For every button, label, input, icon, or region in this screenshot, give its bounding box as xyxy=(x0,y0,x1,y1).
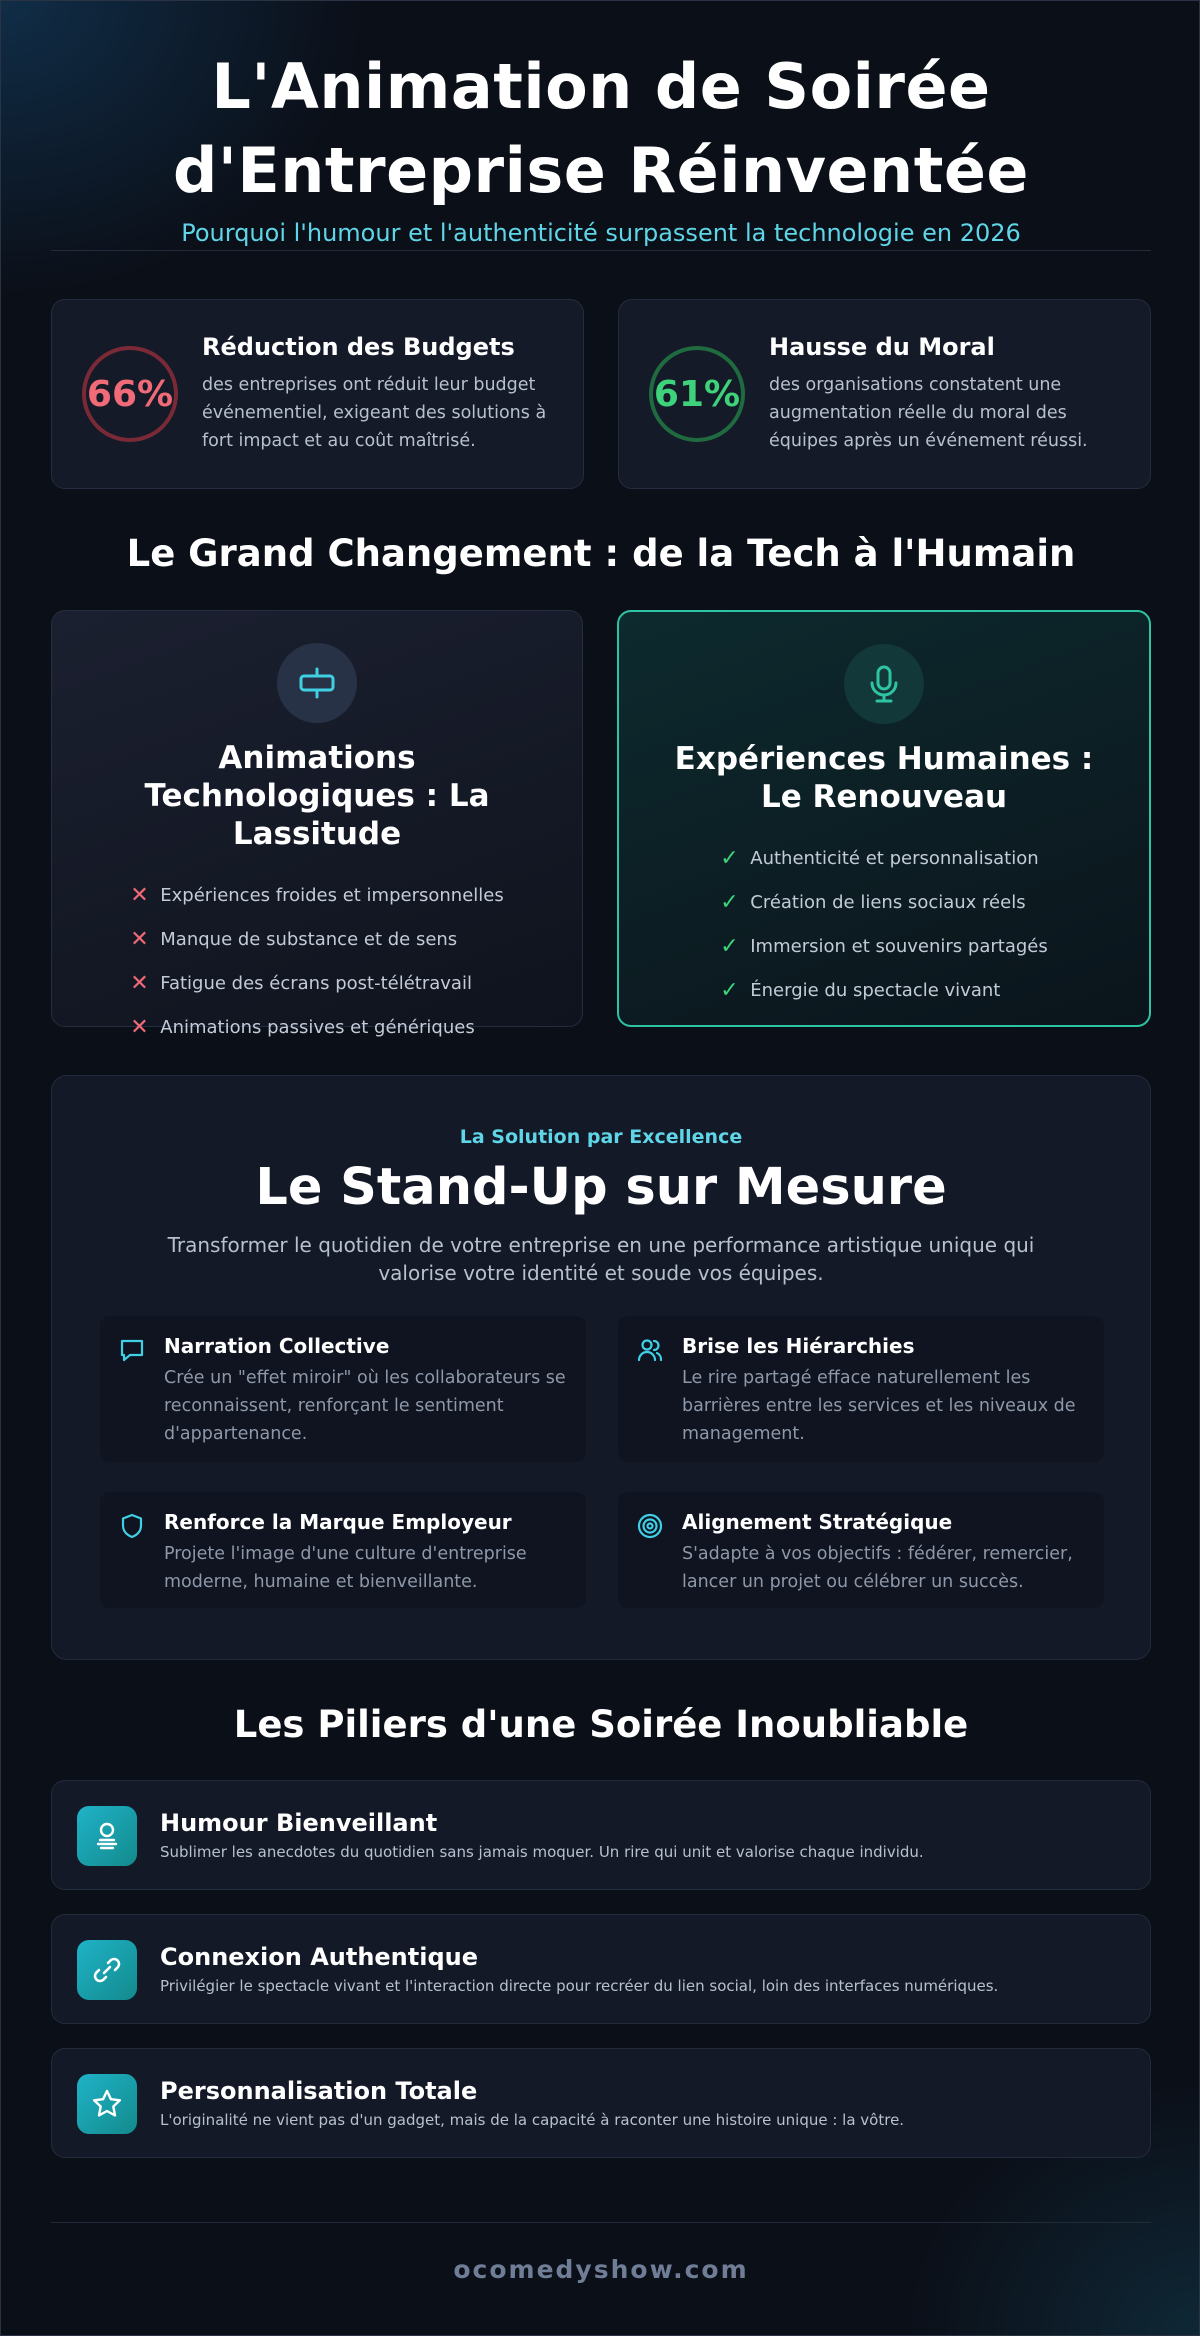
check-icon: ✓ xyxy=(720,845,739,871)
change-section-title: Le Grand Changement : de la Tech à l'Humain xyxy=(126,532,1076,575)
check-icon: ✓ xyxy=(720,977,739,1003)
list-item-label: Authenticité et personnalisation xyxy=(750,847,1039,869)
page-title xyxy=(51,45,1151,213)
human-card-title: Expériences Humaines : Le Renouveau xyxy=(674,741,1094,815)
feature-title: Alignement Stratégique xyxy=(682,1510,953,1534)
page-subtitle: Pourquoi l'humour et l'authenticité surpassent la technologie en 2026 xyxy=(181,219,1021,247)
human-card xyxy=(617,610,1151,1027)
cross-icon: ✕ xyxy=(130,882,149,908)
tech-card-list xyxy=(130,873,503,1049)
footer-divider xyxy=(51,2222,1151,2223)
footer-site-link[interactable]: ocomedyshow.com xyxy=(453,2255,749,2284)
pillar-title: Personnalisation Totale xyxy=(160,2077,478,2105)
pillar-card xyxy=(51,1780,1151,1890)
stats-row xyxy=(51,299,1151,489)
list-item xyxy=(130,1005,503,1049)
pillar-description: L'originalité ne vient pas d'un gadget, mais de la capacité à raconter une histoire unique : la vôtre. xyxy=(160,2111,905,2129)
solution-kicker: La Solution par Excellence xyxy=(459,1126,743,1148)
stat-description-budget: des entreprises ont réduit leur budget événementiel, exigeant des solutions à fort impact et au coût maîtrisé. xyxy=(202,375,547,451)
solution-title: Le Stand-Up sur Mesure xyxy=(255,1158,947,1217)
link-icon xyxy=(77,1940,137,2000)
pillar-card xyxy=(51,2048,1151,2158)
bracket-icon xyxy=(277,643,357,723)
feature-card xyxy=(100,1492,586,1608)
stat-description-morale: des organisations constatent une augmentation réelle du moral des équipes après un événement réussi. xyxy=(769,375,1088,451)
feature-card xyxy=(100,1316,586,1462)
feature-description: Crée un "effet miroir" où les collaborateurs se reconnaissent, renforçant le sentiment d'appartenance. xyxy=(164,1368,566,1444)
list-item xyxy=(130,961,503,1005)
cross-icon: ✕ xyxy=(130,926,149,952)
list-item xyxy=(720,924,1047,968)
feature-title: Narration Collective xyxy=(164,1334,390,1358)
pillars-section-title: Les Piliers d'une Soirée Inoubliable xyxy=(233,1703,969,1746)
list-item xyxy=(130,917,503,961)
stat-ring-budget: 66% xyxy=(82,346,178,442)
list-item xyxy=(720,880,1047,924)
chat-bubble-icon xyxy=(118,1336,146,1364)
target-icon xyxy=(636,1512,664,1540)
cross-icon: ✕ xyxy=(130,970,149,996)
list-item xyxy=(130,873,503,917)
stat-title-budget: Réduction des Budgets xyxy=(202,333,515,361)
list-item-label: Immersion et souvenirs partagés xyxy=(750,935,1048,957)
check-icon: ✓ xyxy=(720,889,739,915)
human-card-list xyxy=(720,836,1047,1012)
header-divider xyxy=(51,250,1151,251)
solution-description: Transformer le quotidien de votre entreprise en une performance artistique unique qui valorise votre identité et soude vos équipes. xyxy=(167,1233,1035,1285)
tech-card-title: Animations Technologiques : La Lassitude xyxy=(144,740,490,852)
list-item-label: Expériences froides et impersonnelles xyxy=(160,884,504,906)
feature-card xyxy=(618,1316,1104,1462)
stat-card-budget xyxy=(51,299,584,489)
pillar-title: Humour Bienveillant xyxy=(160,1809,438,1837)
pillar-description: Privilégier le spectacle vivant et l'interaction directe pour recréer du lien social, loin des interfaces numériques. xyxy=(160,1977,999,1995)
pillar-description: Sublimer les anecdotes du quotidien sans jamais moquer. Un rire qui unit et valorise chaque individu. xyxy=(160,1843,924,1861)
solution-panel xyxy=(51,1075,1151,1660)
list-item-label: Animations passives et génériques xyxy=(160,1016,475,1038)
feature-card xyxy=(618,1492,1104,1608)
users-icon xyxy=(636,1336,664,1364)
check-icon: ✓ xyxy=(720,933,739,959)
feature-description: S'adapte à vos objectifs : fédérer, remercier, lancer un projet ou célébrer un succès. xyxy=(682,1544,1073,1592)
header xyxy=(51,45,1151,247)
pillar-title: Connexion Authentique xyxy=(160,1943,479,1971)
person-icon xyxy=(77,1806,137,1866)
page-title-line-2: d'Entreprise Réinventée xyxy=(173,134,1029,207)
list-item-label: Manque de substance et de sens xyxy=(160,928,458,950)
shield-icon xyxy=(118,1512,146,1540)
list-item xyxy=(720,968,1047,1012)
feature-title: Renforce la Marque Employeur xyxy=(164,1510,512,1534)
comparison-row xyxy=(51,610,1151,1040)
feature-description: Le rire partagé efface naturellement les barrières entre les services et les niveaux de management. xyxy=(682,1368,1076,1444)
feature-description: Projete l'image d'une culture d'entreprise moderne, humaine et bienveillante. xyxy=(164,1544,527,1592)
cross-icon: ✕ xyxy=(130,1014,149,1040)
stat-ring-morale: 61% xyxy=(649,346,745,442)
star-icon xyxy=(77,2074,137,2134)
page-title-line-1: L'Animation de Soirée xyxy=(211,50,991,123)
microphone-icon xyxy=(844,644,924,724)
stat-card-morale xyxy=(618,299,1151,489)
stat-title-morale: Hausse du Moral xyxy=(769,333,995,361)
list-item-label: Fatigue des écrans post-télétravail xyxy=(160,972,472,994)
list-item-label: Énergie du spectacle vivant xyxy=(750,979,1001,1001)
feature-title: Brise les Hiérarchies xyxy=(682,1334,915,1358)
tech-card xyxy=(51,610,583,1040)
pillar-card xyxy=(51,1914,1151,2024)
list-item xyxy=(720,836,1047,880)
list-item-label: Création de liens sociaux réels xyxy=(750,891,1026,913)
